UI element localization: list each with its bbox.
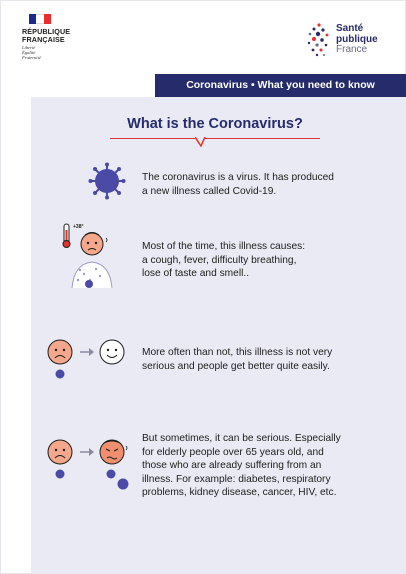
page-title: What is the Coronavirus? <box>127 116 303 132</box>
sante-publique-name: Santé publique France <box>336 23 378 55</box>
serious-illness-icon <box>44 438 134 494</box>
recovery-icon <box>44 338 130 384</box>
virus-icon <box>88 162 126 200</box>
republic-name: RÉPUBLIQUE FRANÇAISE <box>22 27 71 44</box>
sick-person-icon <box>62 222 126 294</box>
sante-publique-dots-icon <box>306 22 332 62</box>
section-virus-text: The coronavirus is a virus. It has produced a new illness called Covid-19. <box>142 172 334 197</box>
section-heading <box>110 112 320 142</box>
topic-banner: Coronavirus • What you need to know <box>155 74 406 97</box>
republique-francaise-logo <box>22 14 70 60</box>
section-mild-text: More often than not, this illness is not very serious and people get better quite easily. <box>142 347 333 372</box>
french-flag-icon <box>29 14 51 24</box>
sante-publique-france-logo <box>306 22 396 64</box>
speech-tail-icon <box>195 137 209 147</box>
section-symptoms-text: Most of the time, this illness causes: a cough, fever, difficulty breathing, lose of taste and smell.. <box>142 241 306 280</box>
republic-motto: Liberté Égalité Fraternité <box>22 45 41 61</box>
section-serious-text: But sometimes, it can be serious. Especially for elderly people over 65 years old, and those who are already suffering from an illness. For example: diabetes, respiratory problems, kidney disease, cancer, HIV, etc. <box>142 433 341 499</box>
temperature-label: +38° <box>73 224 84 230</box>
